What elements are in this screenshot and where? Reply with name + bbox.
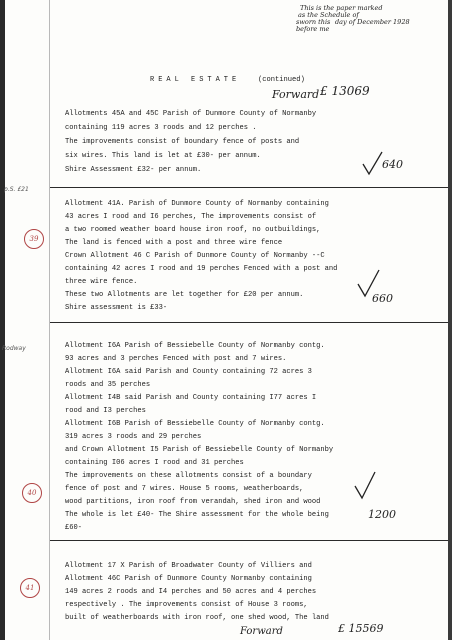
entry-line: rood and I3 perches [65, 407, 146, 415]
footer-forward-amount: £ 15569 [338, 622, 384, 635]
forward-amount: £ 13069 [320, 84, 370, 98]
note-line: day of December 1928 [335, 18, 410, 26]
entry-line: Allotment 46C Parish of Dunmore County Normanby containing [65, 575, 312, 583]
entry-line: Allotment I6A said Parish and County containing 72 acres 3 [65, 368, 312, 376]
entry-line: Allotment I6B Parish of Bessiebelle County of Normanby contg. [65, 420, 325, 428]
entry-line: The improvements on these allotments consist of a boundary [65, 472, 312, 480]
entry-line: 319 acres 3 roods and 29 perches [65, 433, 202, 441]
entry-line: The land is fenced with a post and three wire fence [65, 239, 283, 247]
entry-line: and Crown Allotment I5 Parish of Bessiebelle County of Normanby [65, 446, 334, 454]
entry-line: a two roomed weather board house iron roof, no outbuildings, [65, 226, 321, 234]
entry-line: Allotments 45A and 45C Parish of Dunmore County of Normanby [65, 110, 317, 118]
scan-edge-right [448, 0, 452, 640]
entry-line: The whole is let £40- The Shire assessment for the whole being [65, 511, 329, 519]
item-number-badge: 39 [24, 229, 44, 249]
margin-note: p.S. £21 [4, 186, 29, 193]
entry-line: containing I06 acres I rood and 31 perches [65, 459, 244, 467]
note-line: This is the paper marked [300, 4, 383, 12]
entry-line: respectively . The improvements consist of House 3 rooms, [65, 601, 308, 609]
note-line: sworn this [296, 18, 331, 26]
margin-note: Rodway [2, 345, 26, 352]
entry-line: 43 acres I rood and I6 perches, The improvements consist of [65, 213, 317, 221]
entry-line: containing 42 acres I rood and 19 perches Fenced with a post and [65, 265, 338, 273]
entry-line: roods and 35 perches [65, 381, 151, 389]
entry-line: These two Allotments are let together for £20 per annum. [65, 291, 304, 299]
page-subtitle: (continued) [258, 76, 305, 84]
entry-line: fence of post and 7 wires. House 5 rooms, weatherboards, [65, 485, 304, 493]
entry-line: 93 acres and 3 perches Fenced with post and 7 wires. [65, 355, 287, 363]
entry-line: Crown Allotment 46 C Parish of Dunmore County of Normanby --C [65, 252, 325, 260]
divider [50, 322, 448, 323]
entry-line: three wire fence. [65, 278, 138, 286]
divider [50, 540, 448, 541]
entry-line: six wires. This land is let at £30- per annum. [65, 152, 261, 160]
entry-amount: 660 [372, 292, 393, 305]
entry-amount: 1200 [368, 508, 396, 521]
entry-line: built of weatherboards with iron roof, one shed wood, The land [65, 614, 329, 622]
note-line: as the Schedule of [298, 11, 359, 19]
item-number-badge: 40 [22, 483, 42, 503]
entry-line: containing 119 acres 3 roods and 12 perches . [65, 124, 257, 132]
item-number-badge: 41 [20, 578, 40, 598]
entry-line: Allotment I6A Parish of Bessiebelle County of Normanby contg. [65, 342, 325, 350]
note-line: before me [296, 25, 330, 33]
entry-amount: 640 [382, 158, 403, 171]
forward-label: Forward [272, 88, 320, 101]
entry-line: £60- [65, 524, 83, 532]
page-title: REAL ESTATE [150, 76, 241, 84]
entry-line: Allotment I4B said Parish and County containing I77 acres I [65, 394, 317, 402]
entry-line: wood partitions, iron roof from verandah, shed iron and wood [65, 498, 321, 506]
divider [50, 187, 448, 188]
scan-edge-left [0, 0, 5, 640]
entry-line: The improvements consist of boundary fence of posts and [65, 138, 300, 146]
footer-forward-label: Forward [240, 626, 283, 637]
entry-line: Allotment 17 X Parish of Broadwater County of Villiers and [65, 562, 312, 570]
entry-line: Shire assessment is £33- [65, 304, 168, 312]
margin-rule [49, 0, 50, 640]
entry-line: Allotment 41A. Parish of Dunmore County of Normanby containing [65, 200, 329, 208]
entry-line: 149 acres 2 roods and I4 perches and 50 acres and 4 perches [65, 588, 317, 596]
entry-line: Shire Assessment £32- per annum. [65, 166, 202, 174]
checkmark-icon [352, 470, 378, 504]
